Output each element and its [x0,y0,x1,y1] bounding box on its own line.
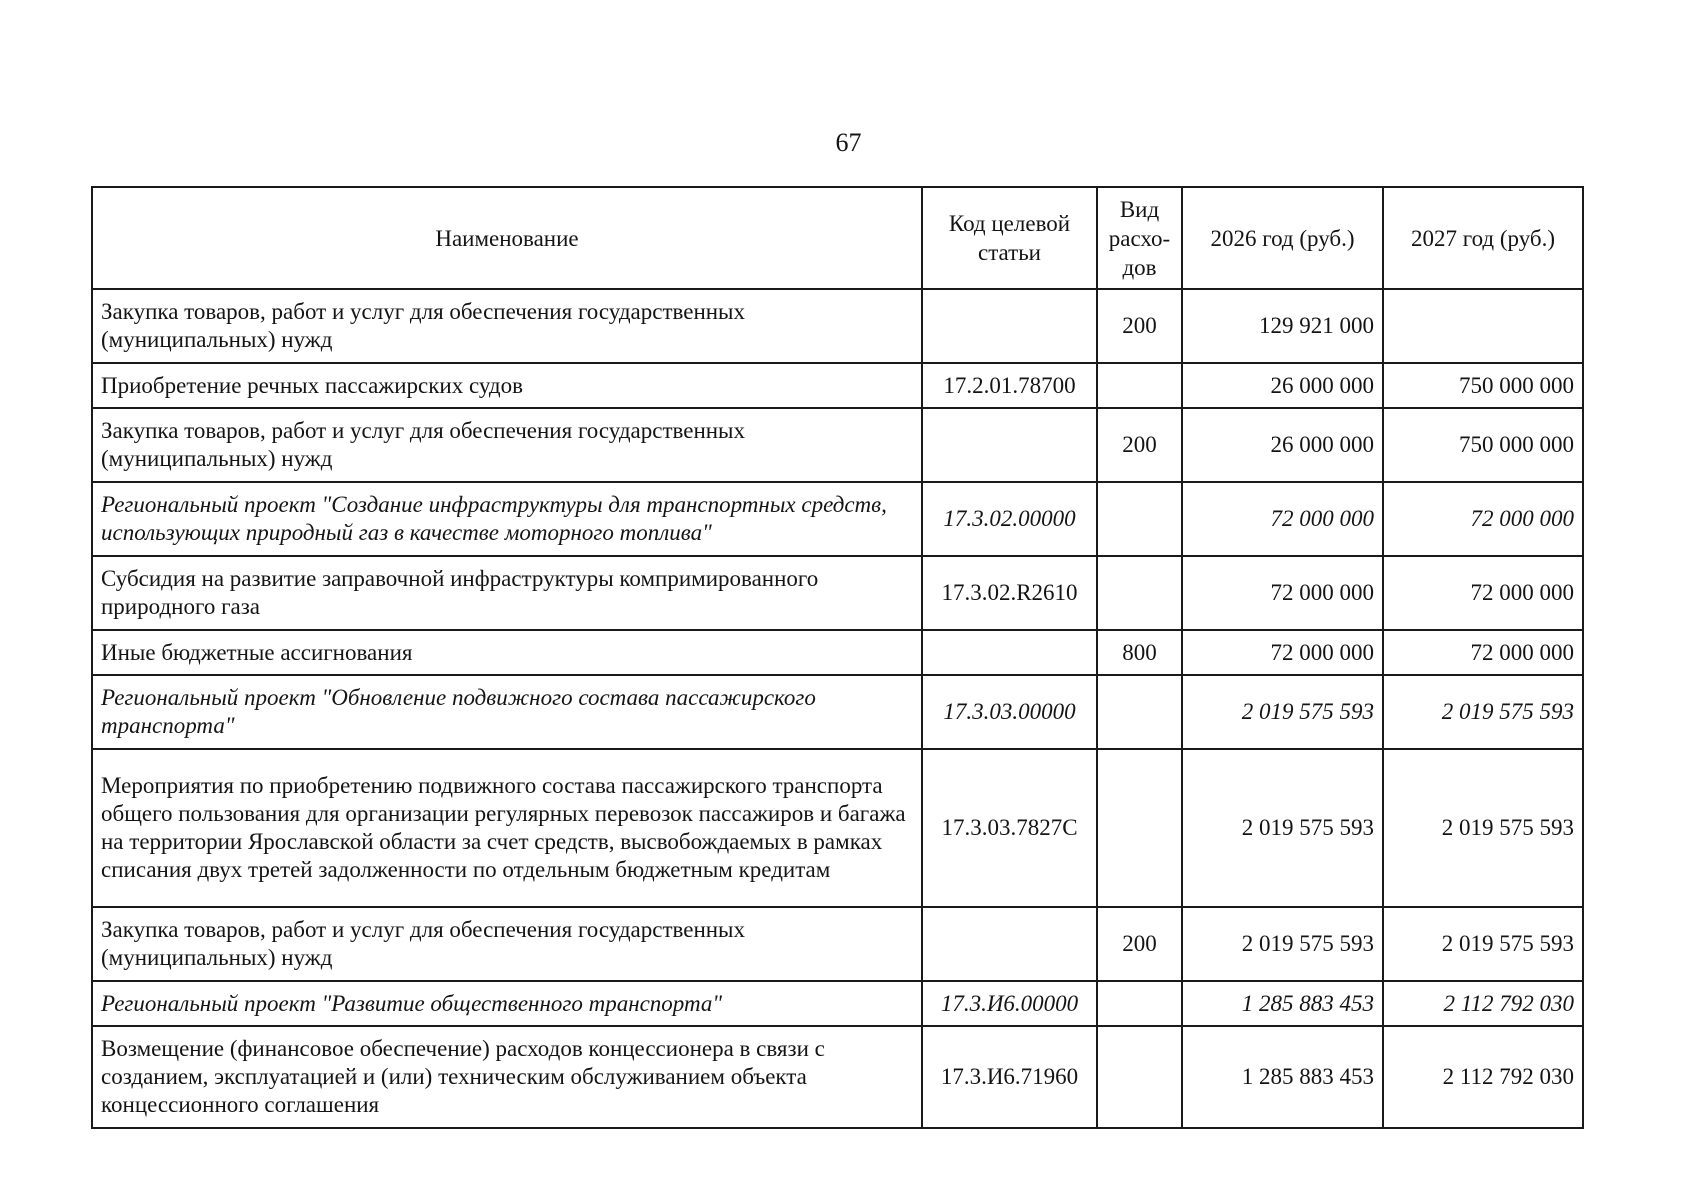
row-name: Закупка товаров, работ и услуг для обеспечения государственных (муниципальных) нужд [92,289,922,363]
row-kind: 200 [1097,408,1182,482]
table-row [92,981,1583,1026]
row-kind [1097,363,1182,408]
table-row [92,749,1583,907]
row-name: Приобретение речных пассажирских судов [92,363,922,408]
budget-table [91,186,1584,1129]
row-amount-2026: 26 000 000 [1182,363,1383,408]
row-amount-2026: 72 000 000 [1182,630,1383,675]
row-amount-2026: 2 019 575 593 [1182,675,1383,749]
row-amount-2026: 1 285 883 453 [1182,1026,1383,1128]
row-amount-2027: 2 112 792 030 [1383,981,1583,1026]
row-amount-2027: 750 000 000 [1383,408,1583,482]
row-kind [1097,556,1182,630]
row-name: Мероприятия по приобретению подвижного состава пассажирского транспорта общего пользования для организации регулярных перевозок пассажиров и багажа на территории Ярославской области за счет средств, высвобождаемых в рамках списания двух третей задолженности по отдельным бюджетным кредитам [92,749,922,907]
row-code: 17.3.02.00000 [922,482,1097,556]
row-code: 17.3.И6.00000 [922,981,1097,1026]
row-kind: 200 [1097,907,1182,981]
row-name: Субсидия на развитие заправочной инфраструктуры компримированного природного газа [92,556,922,630]
row-kind [1097,675,1182,749]
table-row [92,556,1583,630]
table-row [92,1026,1583,1128]
table-row [92,408,1583,482]
row-amount-2027: 2 019 575 593 [1383,749,1583,907]
header-name: Наименование [92,187,922,289]
row-code [922,630,1097,675]
header-2027: 2027 год (руб.) [1383,187,1583,289]
row-code [922,289,1097,363]
table-row [92,630,1583,675]
header-kind: Вид расхо-дов [1097,187,1182,289]
row-amount-2027: 72 000 000 [1383,630,1583,675]
row-kind [1097,749,1182,907]
row-kind: 200 [1097,289,1182,363]
row-code [922,408,1097,482]
row-amount-2027: 2 019 575 593 [1383,907,1583,981]
table-row [92,482,1583,556]
row-name: Региональный проект "Развитие общественного транспорта" [92,981,922,1026]
row-amount-2026: 2 019 575 593 [1182,907,1383,981]
row-kind: 800 [1097,630,1182,675]
row-amount-2026: 72 000 000 [1182,556,1383,630]
table-row [92,675,1583,749]
page-number: 67 [835,128,862,157]
row-name: Возмещение (финансовое обеспечение) расходов концессионера в связи с созданием, эксплуатацией и (или) техническим обслуживанием объекта концессионного соглашения [92,1026,922,1128]
row-code: 17.3.03.7827С [922,749,1097,907]
row-amount-2027 [1383,289,1583,363]
row-amount-2027: 72 000 000 [1383,556,1583,630]
row-kind [1097,981,1182,1026]
row-code [922,907,1097,981]
table-row [92,363,1583,408]
header-code: Код целевой статьи [922,187,1097,289]
row-amount-2027: 2 112 792 030 [1383,1026,1583,1128]
row-amount-2027: 750 000 000 [1383,363,1583,408]
table-row [92,907,1583,981]
row-name: Иные бюджетные ассигнования [92,630,922,675]
row-code: 17.3.02.R2610 [922,556,1097,630]
row-kind [1097,1026,1182,1128]
row-name: Закупка товаров, работ и услуг для обеспечения государственных (муниципальных) нужд [92,907,922,981]
table-header-row [92,187,1583,289]
row-code: 17.2.01.78700 [922,363,1097,408]
row-name: Закупка товаров, работ и услуг для обеспечения государственных (муниципальных) нужд [92,408,922,482]
header-2026: 2026 год (руб.) [1182,187,1383,289]
table-row [92,289,1583,363]
row-amount-2026: 2 019 575 593 [1182,749,1383,907]
row-amount-2026: 72 000 000 [1182,482,1383,556]
row-amount-2027: 72 000 000 [1383,482,1583,556]
row-amount-2026: 1 285 883 453 [1182,981,1383,1026]
row-code: 17.3.03.00000 [922,675,1097,749]
row-name: Региональный проект "Создание инфраструктуры для транспортных средств, использующих природный газ в качестве моторного топлива" [92,482,922,556]
row-name: Региональный проект "Обновление подвижного состава пассажирского транспорта" [92,675,922,749]
row-amount-2026: 26 000 000 [1182,408,1383,482]
row-amount-2026: 129 921 000 [1182,289,1383,363]
row-amount-2027: 2 019 575 593 [1383,675,1583,749]
row-code: 17.3.И6.71960 [922,1026,1097,1128]
row-kind [1097,482,1182,556]
